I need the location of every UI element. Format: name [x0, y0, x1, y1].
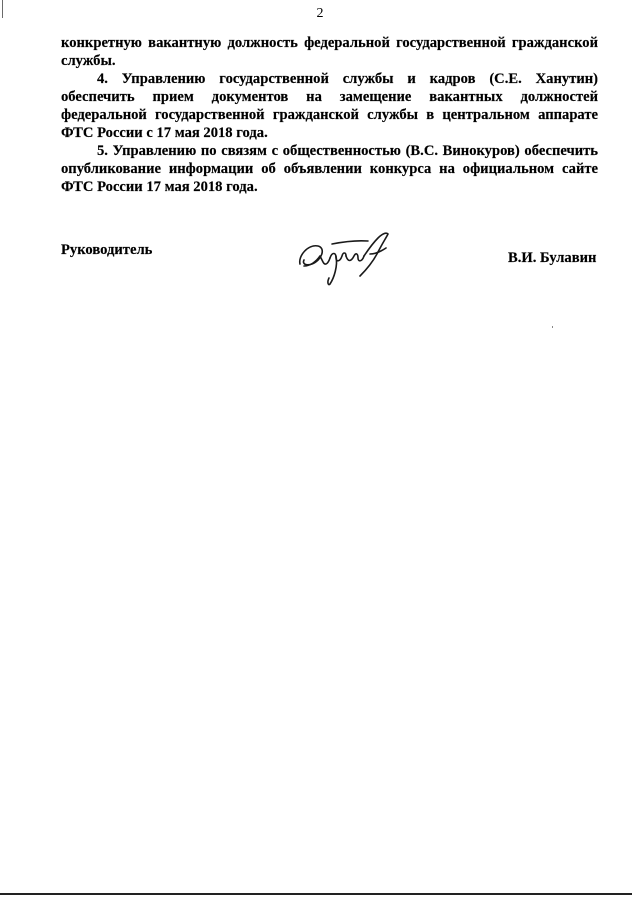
document-body: [61, 34, 598, 196]
signer-title: Руководитель: [61, 242, 153, 258]
page-bottom-margin: [0, 897, 640, 905]
page-number: 2: [316, 6, 324, 21]
signer-name: В.И. Булавин: [508, 250, 597, 266]
paragraph-continuation: конкретную вакантную должность федеральной государственной гражданской службы.: [61, 35, 598, 69]
scan-bottom-border: [0, 893, 632, 895]
handwritten-signature: [296, 226, 400, 288]
paragraph-item-4: 4. Управлению государственной службы и кадров (С.Е. Ханутин) обеспечить прием документов на замещение вакантных должностей федеральной государственной гражданской службы в центральном аппарате ФТС России с 17 мая 2018 года.: [61, 71, 598, 141]
scan-speck: [552, 326, 553, 328]
paragraph-item-5: 5. Управлению по связям с общественностью (В.С. Винокуров) обеспечить опубликование информации об объявлении конкурса на официальном сайте ФТС России 17 мая 2018 года.: [61, 143, 598, 195]
